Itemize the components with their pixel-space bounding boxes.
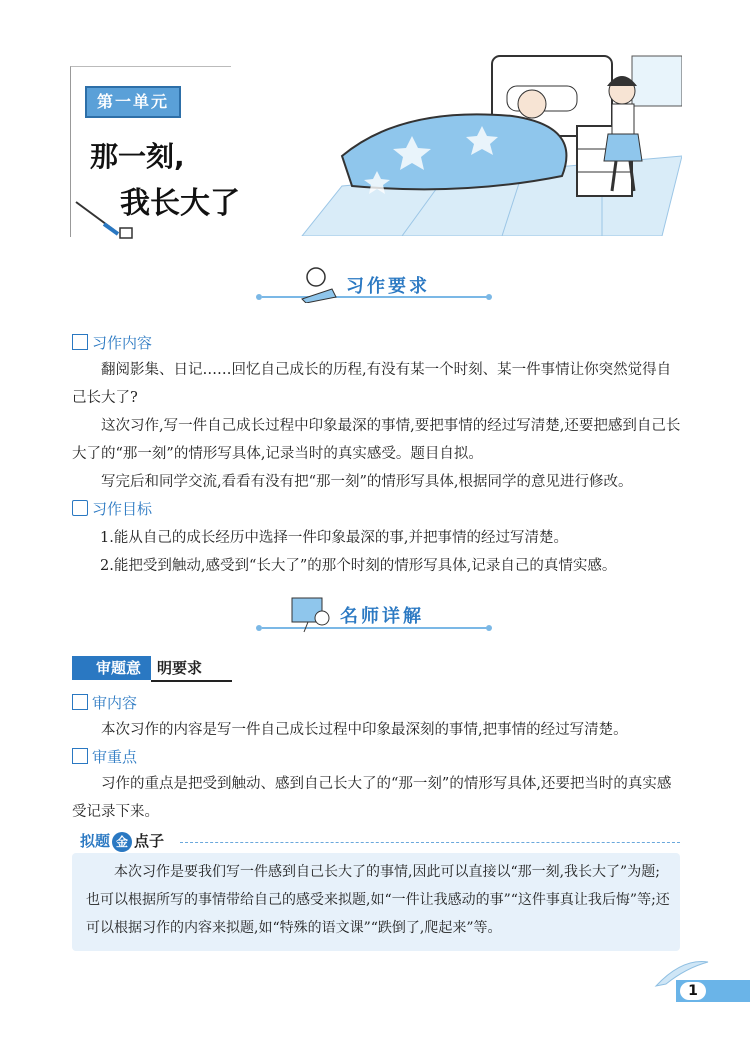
bed-illustration xyxy=(282,46,682,236)
review-topic-bar xyxy=(72,656,232,680)
tip-dashed-line xyxy=(180,842,680,843)
divider-dot xyxy=(486,625,492,631)
content-label: 习作内容 xyxy=(72,332,152,353)
edit-icon xyxy=(72,748,88,764)
goal-item-1: 1.能从自己的成长经历中选择一件印象最深的事,并把事情的经过写清楚。 xyxy=(100,530,568,546)
divider-dot xyxy=(256,625,262,631)
section-heading-requirements: 习作要求 xyxy=(346,276,430,297)
goal-item-2: 2.能把受到触动,感受到“长大了”的那个时刻的情形写具体,记录自己的真情实感。 xyxy=(100,558,617,574)
page-title-line2: 我长大了 xyxy=(120,186,240,221)
content-paragraph-1: 翻阅影集、日记……回忆自己成长的历程,有没有某一个时刻、某一件事情让你突然觉得自己长大了? xyxy=(72,362,672,406)
tip-text: 本次习作是要我们写一件感到自己长大了的事情,因此可以直接以“那一刻,我长大了”为题;也可以根据所写的事情带给自己的感受来拟题,如“一件让我感动的事”“这件事真让我后悔”等;还可以根据习作的内容来拟题,如“特殊的语文课”“跌倒了,爬起来”等。 xyxy=(86,864,670,936)
section-heading-explanation: 名师详解 xyxy=(340,606,424,627)
page-number: 1 xyxy=(680,982,706,1000)
review-topic-bar-part2: 明要求 xyxy=(151,656,232,682)
cartoon-figure-icon xyxy=(298,265,338,303)
gold-icon: 金 xyxy=(112,832,132,852)
pen-paper-icon xyxy=(72,334,88,350)
teacher-board-icon xyxy=(288,594,334,634)
review-focus-label: 审重点 xyxy=(72,746,137,767)
page-title-line1: 那一刻, xyxy=(90,140,185,173)
review-focus-text: 习作的重点是把受到触动、感到自己长大了的“那一刻”的情形写具体,还要把当时的真实感受记录下来。 xyxy=(72,776,672,820)
review-content-text: 本次习作的内容是写一件自己成长过程中印象最深刻的事情,把事情的经过写清楚。 xyxy=(101,722,628,738)
content-paragraph-2: 这次习作,写一件自己成长过程中印象最深的事情,要把事情的经过写清楚,还要把感到自己长大了的“那一刻”的情形写具体,记录当时的真实感受。题目自拟。 xyxy=(72,418,681,462)
unit-label: 第一单元 xyxy=(85,86,181,118)
review-topic-bar-part1: 审题意 xyxy=(72,656,151,680)
divider-dot xyxy=(256,294,262,300)
content-paragraph-3: 写完后和同学交流,看看有没有把“那一刻”的情形写具体,根据同学的意见进行修改。 xyxy=(101,474,633,490)
edit-icon xyxy=(72,694,88,710)
header-decoration-icon xyxy=(74,200,136,242)
review-content-label: 审内容 xyxy=(72,692,137,713)
divider-dot xyxy=(486,294,492,300)
checklist-icon xyxy=(72,500,88,516)
goal-label: 习作目标 xyxy=(72,498,152,519)
tip-heading: 拟题 金 点子 xyxy=(80,832,165,850)
